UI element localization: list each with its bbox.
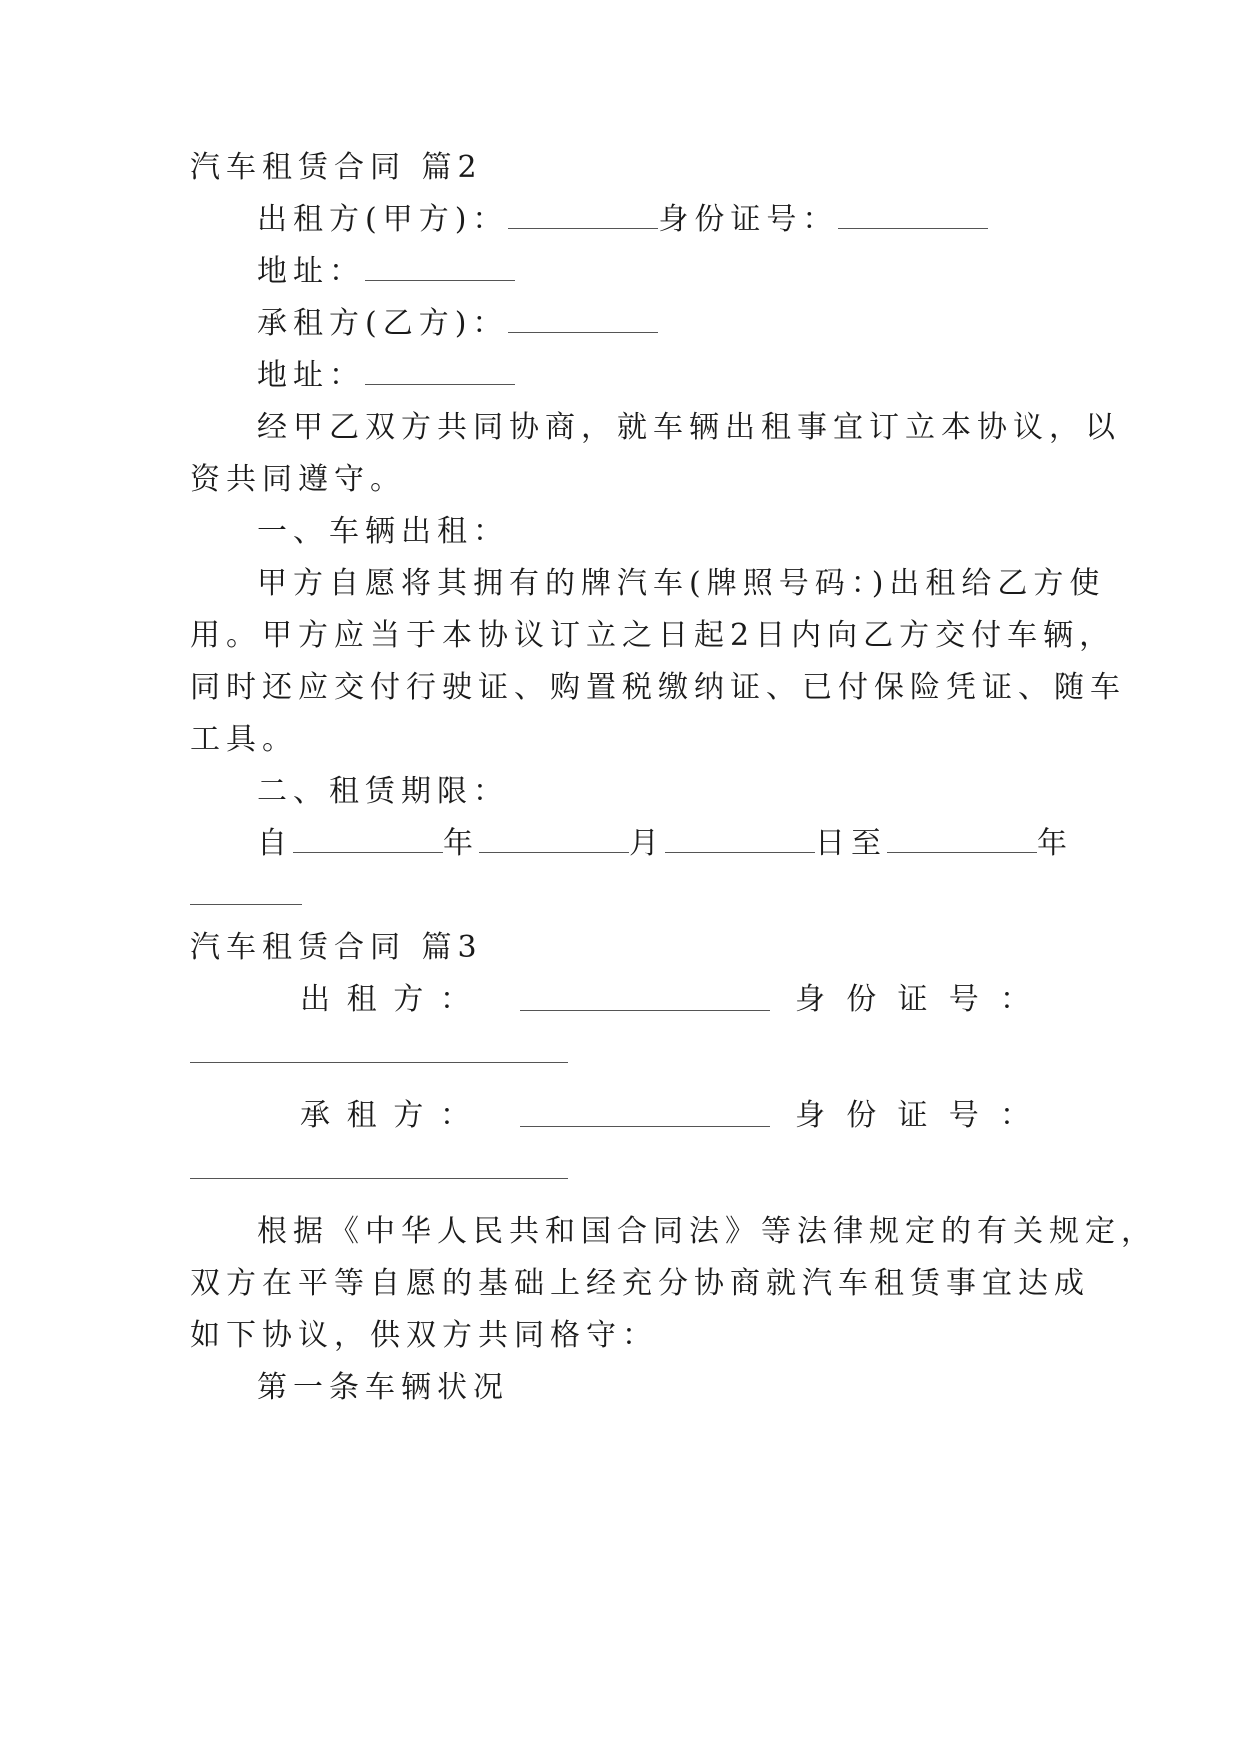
lessee-label: 承租方(乙方)：: [257, 306, 509, 341]
term-month-label: 月: [629, 826, 665, 861]
address-label: 地址：: [257, 254, 365, 289]
vehicle-paragraph-line-3: 同时还应交付行驶证、购置税缴纳证、已付保险凭证、随车: [190, 670, 1126, 705]
lessee-address-blank[interactable]: [365, 354, 515, 385]
s3-lessee-id-blank[interactable]: [190, 1178, 568, 1179]
s3-lessee-blank[interactable]: [520, 1096, 770, 1127]
term-end-year-blank[interactable]: [887, 822, 1037, 853]
vehicle-paragraph-line-2: 用。甲方应当于本协议订立之日起2日内向乙方交付车辆，: [190, 618, 1116, 653]
term-start-month-blank[interactable]: [479, 822, 629, 853]
lessor-label: 出租方(甲方)：: [257, 202, 509, 237]
s3-lessor-id-label: 身 份 证 号 ：: [795, 982, 1030, 1017]
s3-lessee-label: 承 租 方 ：: [300, 1098, 470, 1133]
s3-lessee-id-label: 身 份 证 号 ：: [795, 1098, 1030, 1133]
s3-paragraph-line-1: 根据《中华人民共和国合同法》等法律规定的有关规定，: [257, 1214, 1157, 1249]
s3-lessor-blank[interactable]: [520, 980, 770, 1011]
term-continuation-blank[interactable]: [190, 904, 302, 905]
s3-paragraph-line-3: 如下协议，供双方共同格守：: [190, 1318, 658, 1353]
lessee-blank[interactable]: [508, 302, 658, 333]
heading-lease-term: 二、租赁期限：: [257, 774, 509, 809]
lease-term-line: [257, 822, 1073, 866]
s3-lessor-line: [300, 978, 1030, 1022]
section-title-2: 汽车租赁合同 篇2: [190, 150, 483, 185]
term-start-day-blank[interactable]: [665, 822, 815, 853]
article-1-heading: 第一条车辆状况: [257, 1370, 509, 1405]
term-dayto-label: 日至: [815, 826, 887, 861]
lessee-address-line: [257, 354, 1137, 398]
s3-lessor-label: 出 租 方 ：: [300, 982, 470, 1017]
lessor-address-line: [257, 250, 1137, 294]
term-from-label: 自: [257, 826, 293, 861]
id-number-label: 身份证号：: [658, 202, 839, 237]
section-title-3: 汽车租赁合同 篇3: [190, 930, 483, 965]
s3-paragraph-line-2: 双方在平等自愿的基础上经充分协商就汽车租赁事宜达成: [190, 1266, 1090, 1301]
s3-lessor-id-blank[interactable]: [190, 1062, 568, 1063]
address-label-2: 地址：: [257, 358, 365, 393]
vehicle-paragraph-line-4: 工具。: [190, 722, 298, 757]
id-number-blank[interactable]: [838, 198, 988, 229]
lessor-blank[interactable]: [508, 198, 658, 229]
s3-lessee-line: [300, 1094, 1030, 1138]
lessee-line: [257, 302, 1137, 346]
term-year-label: 年: [443, 826, 479, 861]
vehicle-paragraph-line-1: 甲方自愿将其拥有的牌汽车(牌照号码：)出租给乙方使: [257, 566, 1106, 601]
lessor-line: [257, 198, 1137, 242]
heading-vehicle-rental: 一、车辆出租：: [257, 514, 509, 549]
term-start-year-blank[interactable]: [293, 822, 443, 853]
intro-line-1: 经甲乙双方共同协商，就车辆出租事宜订立本协议，以: [257, 410, 1121, 445]
intro-line-2: 资共同遵守。: [190, 462, 406, 497]
term-year-label-2: 年: [1037, 826, 1073, 861]
lessor-address-blank[interactable]: [365, 250, 515, 281]
